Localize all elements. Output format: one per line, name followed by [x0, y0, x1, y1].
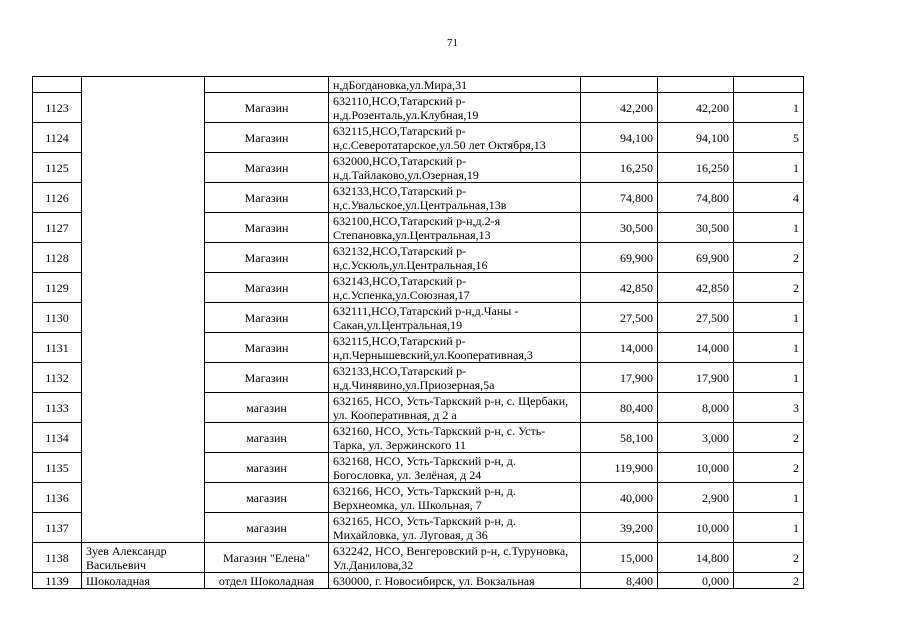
count-cell: 3	[734, 393, 804, 423]
row-number-cell: 1137	[33, 513, 82, 543]
address-cell: 632160, НСО, Усть-Таркский р-н, с. Усть-Тарка, ул. Зержинского 11	[329, 423, 581, 453]
count-cell: 2	[734, 423, 804, 453]
row-number-cell: 1123	[33, 93, 82, 123]
owner-cell	[82, 77, 205, 543]
address-cell: 632100,НСО,Татарский р-н,д.2-я Степановка,ул.Центральная,13	[329, 213, 581, 243]
row-number-cell: 1138	[33, 543, 82, 573]
address-cell: 632165, НСО, Усть-Таркский р-н, с. Щербаки, ул. Кооперативная, д 2 а	[329, 393, 581, 423]
count-cell: 2	[734, 573, 804, 589]
object-type-cell: Магазин	[205, 93, 329, 123]
area-total-cell: 42,200	[581, 93, 658, 123]
row-number-cell: 1134	[33, 423, 82, 453]
address-cell: 632143,НСО,Татарский р-н,с.Успенка,ул.Союзная,17	[329, 273, 581, 303]
object-type-cell: Магазин	[205, 303, 329, 333]
count-cell: 2	[734, 273, 804, 303]
count-cell: 1	[734, 93, 804, 123]
count-cell: 1	[734, 363, 804, 393]
count-cell: 1	[734, 213, 804, 243]
area-trade-cell: 14,800	[658, 543, 734, 573]
table-row	[33, 543, 804, 573]
count-cell: 2	[734, 543, 804, 573]
count-cell: 5	[734, 123, 804, 153]
object-type-cell: магазин	[205, 393, 329, 423]
area-total-cell: 80,400	[581, 393, 658, 423]
area-total-cell: 16,250	[581, 153, 658, 183]
owner-cell: Зуев Александр Васильевич	[82, 543, 205, 573]
area-trade-cell: 0,000	[658, 573, 734, 589]
area-total-cell: 69,900	[581, 243, 658, 273]
page-number: 71	[447, 37, 458, 49]
row-number-cell: 1125	[33, 153, 82, 183]
address-cell: н,дБогдановка,ул.Мира,31	[329, 77, 581, 93]
object-type-cell: Магазин "Елена"	[205, 543, 329, 573]
area-trade-cell: 94,100	[658, 123, 734, 153]
area-trade-cell: 17,900	[658, 363, 734, 393]
count-cell: 1	[734, 303, 804, 333]
area-total-cell: 15,000	[581, 543, 658, 573]
count-cell: 1	[734, 513, 804, 543]
area-total-cell: 30,500	[581, 213, 658, 243]
count-cell: 4	[734, 183, 804, 213]
row-number-cell: 1132	[33, 363, 82, 393]
area-total-cell: 58,100	[581, 423, 658, 453]
area-trade-cell: 69,900	[658, 243, 734, 273]
object-type-cell: Магазин	[205, 123, 329, 153]
count-cell: 1	[734, 153, 804, 183]
row-number-cell: 1131	[33, 333, 82, 363]
registry-table	[32, 76, 804, 589]
object-type-cell: Магазин	[205, 153, 329, 183]
count-cell: 2	[734, 453, 804, 483]
table-row	[33, 77, 804, 93]
area-total-cell: 17,900	[581, 363, 658, 393]
object-type-cell: магазин	[205, 423, 329, 453]
object-type-cell: Магазин	[205, 243, 329, 273]
object-type-cell: отдел Шоколадная	[205, 573, 329, 589]
area-trade-cell: 14,000	[658, 333, 734, 363]
owner-cell: Шоколадная	[82, 573, 205, 589]
area-total-cell: 8,400	[581, 573, 658, 589]
address-cell: 632165, НСО, Усть-Таркский р-н, д. Михайловка, ул. Луговая, д 36	[329, 513, 581, 543]
object-type-cell: Магазин	[205, 273, 329, 303]
area-trade-cell: 8,000	[658, 393, 734, 423]
area-total-cell: 74,800	[581, 183, 658, 213]
address-cell: 632111,НСО,Татарский р-н,д.Чаны - Сакан,ул.Центральная,19	[329, 303, 581, 333]
area-total-cell: 40,000	[581, 483, 658, 513]
area-total-cell: 42,850	[581, 273, 658, 303]
row-number-cell: 1136	[33, 483, 82, 513]
area-trade-cell: 10,000	[658, 513, 734, 543]
address-cell: 632133,НСО,Татарский р-н,д.Чинявино,ул.Приозерная,5а	[329, 363, 581, 393]
address-cell: 632168, НСО, Усть-Таркский р-н, д. Богословка, ул. Зелёная, д 24	[329, 453, 581, 483]
object-type-cell: Магазин	[205, 183, 329, 213]
address-cell: 632115,НСО,Татарский р-н,с.Северотатарское,ул.50 лет Октября,13	[329, 123, 581, 153]
object-type-cell: магазин	[205, 453, 329, 483]
area-trade-cell: 42,850	[658, 273, 734, 303]
area-trade-cell: 74,800	[658, 183, 734, 213]
row-number-cell: 1139	[33, 573, 82, 589]
address-cell: 630000, г. Новосибирск, ул. Вокзальная	[329, 573, 581, 589]
count-cell: 1	[734, 483, 804, 513]
address-cell: 632132,НСО,Татарский р-н,с.Ускюль,ул.Центральная,16	[329, 243, 581, 273]
object-type-cell: Магазин	[205, 363, 329, 393]
area-trade-cell: 42,200	[658, 93, 734, 123]
row-number-cell: 1133	[33, 393, 82, 423]
table-row	[33, 573, 804, 589]
area-trade-cell: 3,000	[658, 423, 734, 453]
area-total-cell: 14,000	[581, 333, 658, 363]
object-type-cell: магазин	[205, 513, 329, 543]
count-cell: 1	[734, 333, 804, 363]
area-trade-cell: 27,500	[658, 303, 734, 333]
address-cell: 632000,НСО,Татарский р-н,д.Тайлаково,ул.Озерная,19	[329, 153, 581, 183]
address-cell: 632166, НСО, Усть-Таркский р-н, д. Верхнеомка, ул. Школьная, 7	[329, 483, 581, 513]
area-trade-cell: 16,250	[658, 153, 734, 183]
area-total-cell: 27,500	[581, 303, 658, 333]
row-number-cell: 1124	[33, 123, 82, 153]
area-trade-cell: 10,000	[658, 453, 734, 483]
row-number-cell: 1128	[33, 243, 82, 273]
area-total-cell: 119,900	[581, 453, 658, 483]
address-cell: 632115,НСО,Татарский р-н,п.Чернышевский,ул.Кооперативная,3	[329, 333, 581, 363]
address-cell: 632133,НСО,Татарский р-н,с.Увальское,ул.Центральная,13в	[329, 183, 581, 213]
row-number-cell: 1135	[33, 453, 82, 483]
area-total-cell: 39,200	[581, 513, 658, 543]
area-trade-cell: 2,900	[658, 483, 734, 513]
row-number-cell: 1130	[33, 303, 82, 333]
object-type-cell: Магазин	[205, 213, 329, 243]
count-cell: 2	[734, 243, 804, 273]
address-cell: 632242, НСО, Венгеровский р-н, с.Туруновка, Ул.Данилова,32	[329, 543, 581, 573]
object-type-cell: Магазин	[205, 333, 329, 363]
row-number-cell: 1126	[33, 183, 82, 213]
object-type-cell: магазин	[205, 483, 329, 513]
address-cell: 632110,НСО,Татарский р-н,д.Розенталь,ул.Клубная,19	[329, 93, 581, 123]
row-number-cell: 1129	[33, 273, 82, 303]
area-total-cell: 94,100	[581, 123, 658, 153]
area-trade-cell: 30,500	[658, 213, 734, 243]
row-number-cell: 1127	[33, 213, 82, 243]
